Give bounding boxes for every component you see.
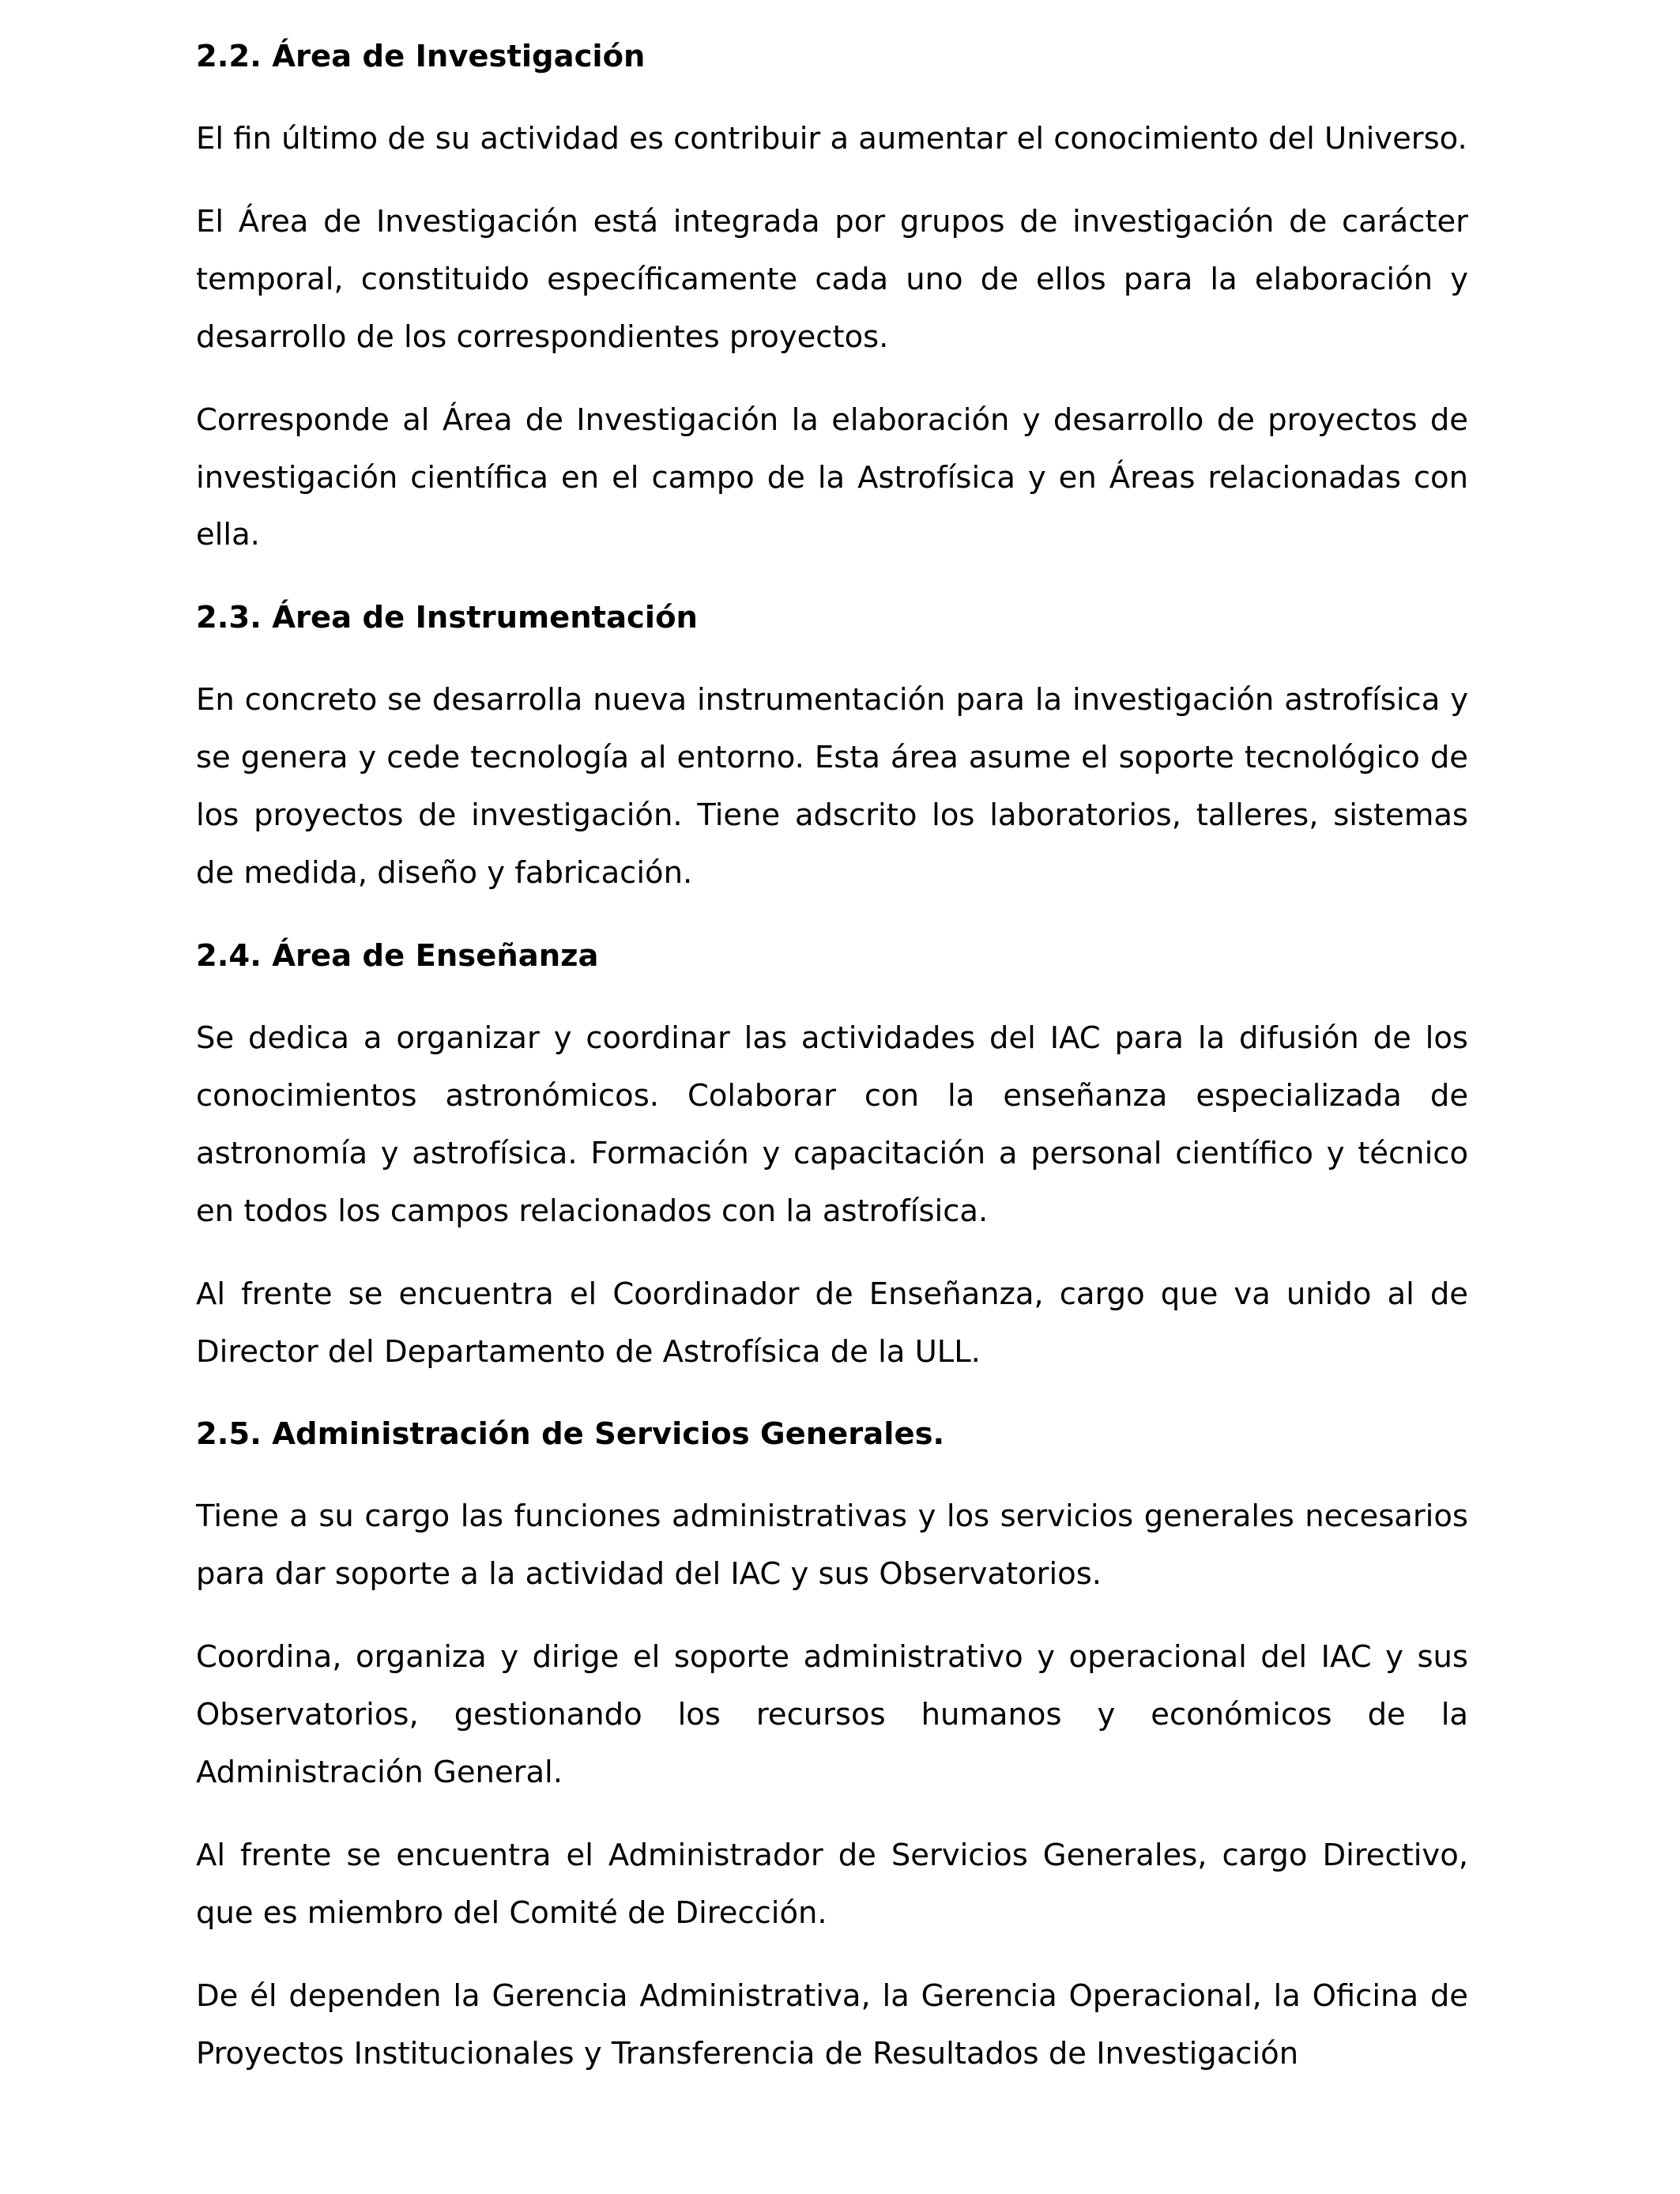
document-body (196, 28, 1468, 2109)
section-area-instrumentacion (196, 590, 1468, 903)
paragraph: Tiene a su cargo las funciones administrativas y los servicios generales necesarios para dar soporte a la actividad del IAC y sus Observatorios. (196, 1498, 1468, 1593)
section-heading: 2.2. Área de Investigación (196, 39, 646, 74)
paragraph: El Área de Investigación está integrada por grupos de investigación de carácter temporal, constituido específicamente cada uno de ellos para la elaboración y desarrollo de los correspondientes proyectos. (196, 203, 1468, 355)
paragraph: Al frente se encuentra el Coordinador de Enseñanza, cargo que va unido al de Director del Departamento de Astrofísica de la ULL. (196, 1276, 1468, 1370)
paragraph: El fin último de su actividad es contribuir a aumentar el conocimiento del Universo. (196, 121, 1467, 156)
section-administracion-servicios-generales (196, 1406, 1468, 2083)
paragraph: De él dependen la Gerencia Administrativa, la Gerencia Operacional, la Oficina de Proyectos Institucionales y Transferencia de Resultados de Investigación (196, 1977, 1468, 2071)
section-heading: 2.3. Área de Instrumentación (196, 600, 698, 636)
section-heading: 2.4. Área de Enseñanza (196, 937, 599, 974)
paragraph: Se dedica a organizar y coordinar las actividades del IAC para la difusión de los conocimientos astronómicos. Colaborar con la enseñanza especializada de astronomía y astrofísica. Formación y capacitación a personal científico y técnico en todos los campos relacionados con la astrofísica. (196, 1020, 1468, 1229)
paragraph: Al frente se encuentra el Administrador de Servicios Generales, cargo Directivo, que es miembro del Comité de Dirección. (196, 1837, 1468, 1931)
section-area-ensenanza (196, 928, 1468, 1381)
section-heading: 2.5. Administración de Servicios Generales. (196, 1416, 945, 1453)
paragraph: En concreto se desarrolla nueva instrumentación para la investigación astrofísica y se genera y cede tecnología al entorno. Esta área asume el soporte tecnológico de los proyectos de investigación. Tiene adscrito los laboratorios, talleres, sistemas de medida, diseño y fabricación. (196, 682, 1468, 892)
section-area-investigacion (196, 28, 1468, 564)
paragraph: Coordina, organiza y dirige el soporte administrativo y operacional del IAC y sus Observatorios, gestionando los recursos humanos y económicos de la Administración General. (196, 1639, 1468, 1791)
paragraph: Corresponde al Área de Investigación la elaboración y desarrollo de proyectos de investigación científica en el campo de la Astrofísica y en Áreas relacionadas con ella. (196, 401, 1468, 553)
